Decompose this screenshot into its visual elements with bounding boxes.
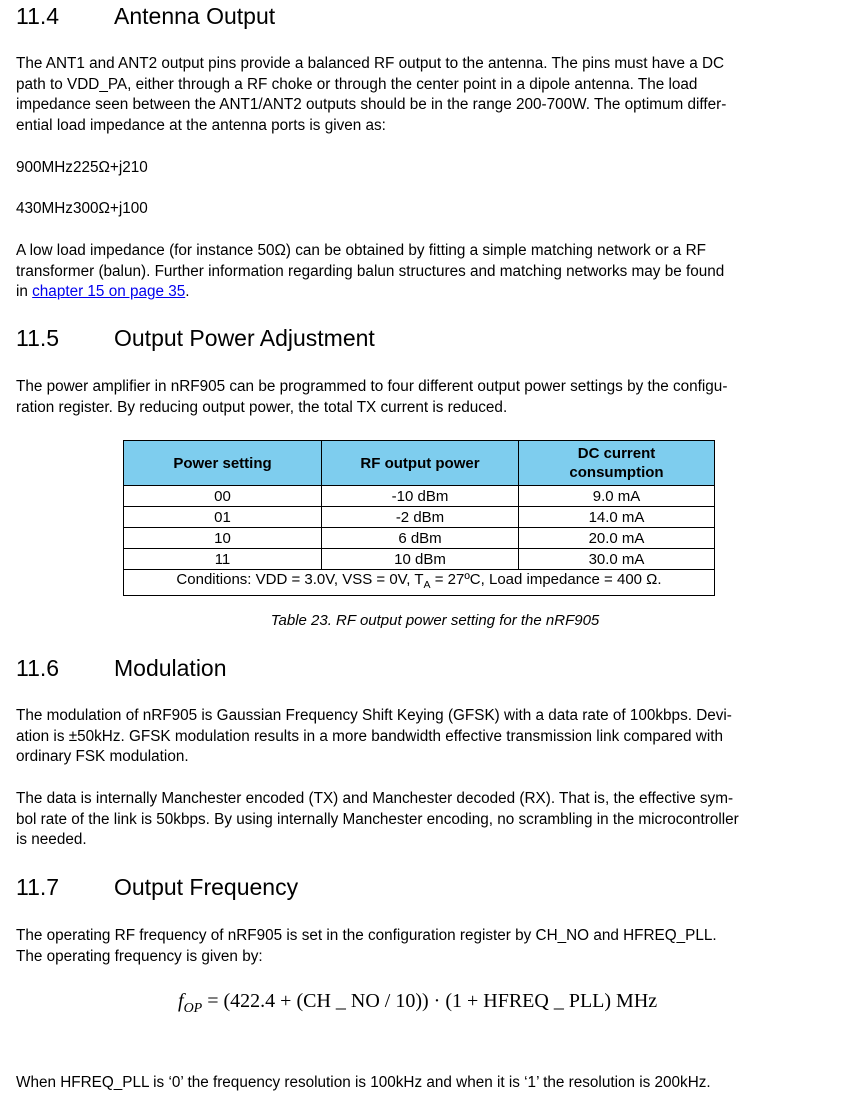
text-line: The ANT1 and ANT2 output pins provide a balanced RF output to the antenna. The pins must have a DC <box>16 55 725 72</box>
text-line: ation is ±50kHz. GFSK modulation results in a more bandwidth effective transmission link compared with <box>16 727 723 745</box>
column-header: RF output power <box>322 441 519 486</box>
heading-11-5 <box>16 325 375 352</box>
cell: 20.0 mA <box>519 528 715 549</box>
conditions-row <box>124 570 715 596</box>
cell: 10 dBm <box>322 549 519 570</box>
text-line: ential load impedance at the antenna ports is given as: <box>16 117 386 135</box>
table-row <box>124 507 715 528</box>
text: = 27ºC, Load impedance = 400 Ω. <box>430 571 662 588</box>
text-line: ordinary FSK modulation. <box>16 748 189 766</box>
impedance-430mhz: 430MHz300Ω+j100 <box>16 200 148 217</box>
power-paragraph <box>16 377 727 418</box>
conditions-cell <box>124 570 715 596</box>
text: Conditions: VDD = 3.0V, VSS = 0V, T <box>176 571 424 588</box>
section-number: 11.5 <box>16 325 60 351</box>
text-line: The data is internally Manchester encoded (TX) and Manchester decoded (RX). That is, the effective sym- <box>16 790 734 807</box>
formula-body: = (422.4 + (CH _ NO / 10)) · (1 + HFREQ _ PLL) MHz <box>202 990 658 1012</box>
heading-11-4 <box>16 3 275 30</box>
power-setting-table <box>123 440 715 596</box>
modulation-paragraph-2 <box>16 789 739 851</box>
section-title: Antenna Output <box>114 3 276 29</box>
modulation-paragraph-1 <box>16 706 732 768</box>
subscript: A <box>423 579 431 591</box>
cell: -10 dBm <box>322 486 519 507</box>
cell: 10 <box>124 528 322 549</box>
formula-symbol: f <box>178 990 184 1012</box>
text-line: is needed. <box>16 831 87 849</box>
text-line: bol rate of the link is 50kbps. By using internally Manchester encoding, no scrambling in the microcontroller <box>16 810 739 828</box>
column-header: DC current consumption <box>519 441 715 486</box>
antenna-paragraph-1 <box>16 54 726 137</box>
text-line: ration register. By reducing output power, the total TX current is reduced. <box>16 398 508 416</box>
text-line <box>16 282 724 303</box>
frequency-paragraph <box>16 926 717 967</box>
cell: 30.0 mA <box>519 549 715 570</box>
section-number: 11.4 <box>16 3 60 29</box>
chapter-15-link[interactable]: chapter 15 on page 35 <box>32 283 186 301</box>
cell: 11 <box>124 549 322 570</box>
cell: 00 <box>124 486 322 507</box>
cell: 01 <box>124 507 322 528</box>
cell: 9.0 mA <box>519 486 715 507</box>
table-row <box>124 486 715 507</box>
table-header-row <box>124 441 715 486</box>
text-line: The operating RF frequency of nRF905 is set in the configuration register by CH_NO and HFREQ_PLL. <box>16 927 717 944</box>
section-title: Output Frequency <box>114 874 299 900</box>
cell: 6 dBm <box>322 528 519 549</box>
section-title: Modulation <box>114 655 227 681</box>
frequency-formula <box>178 990 657 1017</box>
table-row <box>124 528 715 549</box>
text-line: impedance seen between the ANT1/ANT2 outputs should be in the range 200-700W. The optimum differ- <box>16 96 727 114</box>
section-number: 11.6 <box>16 655 60 681</box>
section-number: 11.7 <box>16 874 60 900</box>
impedance-900mhz: 900MHz225Ω+j210 <box>16 159 148 176</box>
heading-11-7 <box>16 874 298 901</box>
text-line: The modulation of nRF905 is Gaussian Frequency Shift Keying (GFSK) with a data rate of 100kbps. Devi- <box>16 707 732 724</box>
text-line: The power amplifier in nRF905 can be programmed to four different output power settings by the configu- <box>16 378 728 395</box>
column-header: Power setting <box>124 441 322 486</box>
heading-11-6 <box>16 655 227 682</box>
text-line: A low load impedance (for instance 50Ω) can be obtained by fitting a simple matching network or a RF <box>16 242 706 259</box>
table-caption: Table 23. RF output power setting for the nRF905 <box>270 612 600 629</box>
text-line: path to VDD_PA, either through a RF choke or through the center point in a dipole antenna. The load <box>16 75 698 93</box>
resolution-paragraph: When HFREQ_PLL is ‘0’ the frequency resolution is 100kHz and when it is ‘1’ the resolution is 200kHz. <box>16 1074 711 1091</box>
text-line: transformer (balun). Further information regarding balun structures and matching networks may be found <box>16 262 725 280</box>
cell: -2 dBm <box>322 507 519 528</box>
formula-subscript: OP <box>183 1001 203 1016</box>
section-title: Output Power Adjustment <box>114 325 375 351</box>
text: . <box>185 283 190 301</box>
table-row <box>124 549 715 570</box>
cell: 14.0 mA <box>519 507 715 528</box>
antenna-paragraph-2 <box>16 241 724 303</box>
text-line: The operating frequency is given by: <box>16 947 263 965</box>
text: in <box>16 283 33 301</box>
